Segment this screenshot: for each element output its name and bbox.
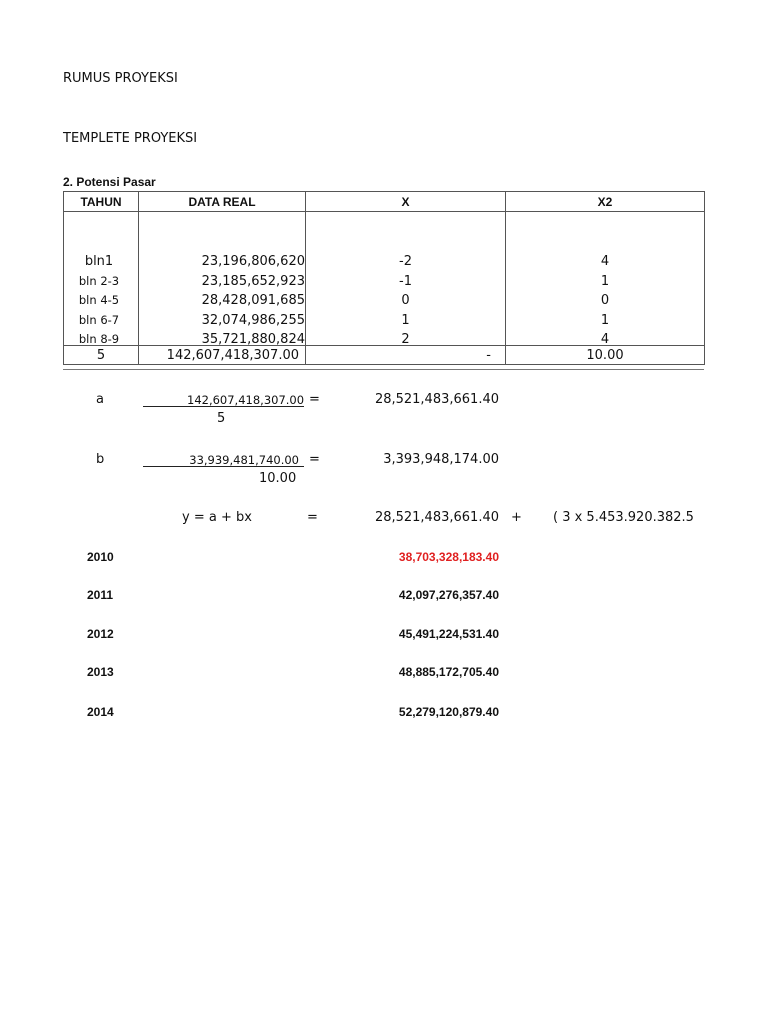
regression-formula: y = a + bx bbox=[182, 510, 252, 525]
projection-table bbox=[63, 191, 705, 365]
formula-a-equals: = bbox=[309, 392, 320, 407]
formula-b-label: b bbox=[96, 452, 105, 467]
table-cell-x2: 0 bbox=[600, 293, 610, 308]
header-x: X bbox=[306, 192, 506, 212]
table-cell-data-real: 32,074,986,255 bbox=[201, 312, 305, 328]
table-cell-tahun: bln1 bbox=[84, 254, 114, 269]
table-cell-x: 2 bbox=[401, 332, 410, 347]
projection-year: 2012 bbox=[87, 627, 114, 641]
formula-b-fraction-line bbox=[143, 466, 304, 467]
tahun-column bbox=[64, 212, 139, 346]
projection-value: 48,885,172,705.40 bbox=[398, 665, 499, 679]
template-title: TEMPLETE PROYEKSI bbox=[63, 131, 198, 146]
regression-bx-term: ( 3 x 5.453.920.382.5 bbox=[553, 510, 694, 525]
table-cell-tahun: bln 4-5 bbox=[78, 293, 120, 307]
formula-a-label: a bbox=[96, 392, 104, 407]
header-tahun: TAHUN bbox=[64, 192, 139, 212]
table-cell-x: -2 bbox=[399, 254, 412, 269]
header-data-real: DATA REAL bbox=[139, 192, 306, 212]
table-cell-data-real: 35,721,880,824 bbox=[201, 332, 305, 347]
formula-b-result: 3,393,948,174.00 bbox=[383, 452, 499, 467]
projection-year: 2013 bbox=[87, 665, 114, 679]
table-cell-x2: 4 bbox=[600, 332, 610, 347]
table-cell-tahun: bln 6-7 bbox=[78, 312, 120, 327]
total-tahun: 5 bbox=[64, 346, 139, 365]
table-bottom-rule bbox=[63, 369, 704, 370]
formula-b-denominator: 10.00 bbox=[259, 471, 297, 486]
regression-a-value: 28,521,483,661.40 bbox=[374, 510, 499, 525]
table-cell-data-real: 23,196,806,620 bbox=[201, 254, 305, 269]
header-x2: X2 bbox=[506, 192, 705, 212]
total-x: - bbox=[306, 346, 506, 365]
page-title: RUMUS PROYEKSI bbox=[63, 71, 178, 86]
table-header-row bbox=[64, 192, 705, 212]
projection-year: 2011 bbox=[87, 588, 114, 602]
table-cell-x: 0 bbox=[401, 293, 410, 308]
table-cell-x: 1 bbox=[401, 312, 410, 328]
table-cell-x2: 4 bbox=[600, 254, 610, 269]
table-cell-tahun: bln 2-3 bbox=[78, 273, 120, 288]
data-real-column bbox=[139, 212, 306, 346]
table-cell-data-real: 28,428,091,685 bbox=[201, 293, 305, 308]
regression-plus: + bbox=[511, 510, 522, 525]
formula-a-denominator: 5 bbox=[217, 411, 226, 426]
formula-a-numerator: 142,607,418,307.00 bbox=[187, 393, 305, 407]
projection-year: 2010 bbox=[87, 550, 114, 564]
x-column bbox=[306, 212, 506, 346]
formula-b-numerator: 33,939,481,740.00 bbox=[189, 453, 299, 467]
table-cell-x2: 1 bbox=[600, 273, 610, 289]
total-x2: 10.00 bbox=[506, 346, 705, 365]
projection-year: 2014 bbox=[87, 705, 114, 719]
table-cell-data-real: 23,185,652,923 bbox=[201, 273, 305, 289]
x2-column bbox=[506, 212, 705, 346]
projection-value: 52,279,120,879.40 bbox=[398, 705, 499, 719]
table-body-row bbox=[64, 212, 705, 346]
table-cell-x: -1 bbox=[399, 273, 412, 289]
projection-value: 38,703,328,183.40 bbox=[398, 550, 499, 564]
projection-value: 42,097,276,357.40 bbox=[398, 588, 499, 602]
table-cell-tahun: bln 8-9 bbox=[78, 332, 120, 346]
projection-value: 45,491,224,531.40 bbox=[398, 627, 499, 641]
total-data-real: 142,607,418,307.00 bbox=[139, 346, 306, 365]
formula-a-result: 28,521,483,661.40 bbox=[374, 392, 499, 407]
formula-b-equals: = bbox=[309, 452, 320, 467]
regression-equals: = bbox=[307, 510, 318, 525]
table-cell-x2: 1 bbox=[600, 312, 610, 328]
formula-a-fraction-line bbox=[143, 406, 304, 407]
section-title: 2. Potensi Pasar bbox=[63, 175, 156, 189]
